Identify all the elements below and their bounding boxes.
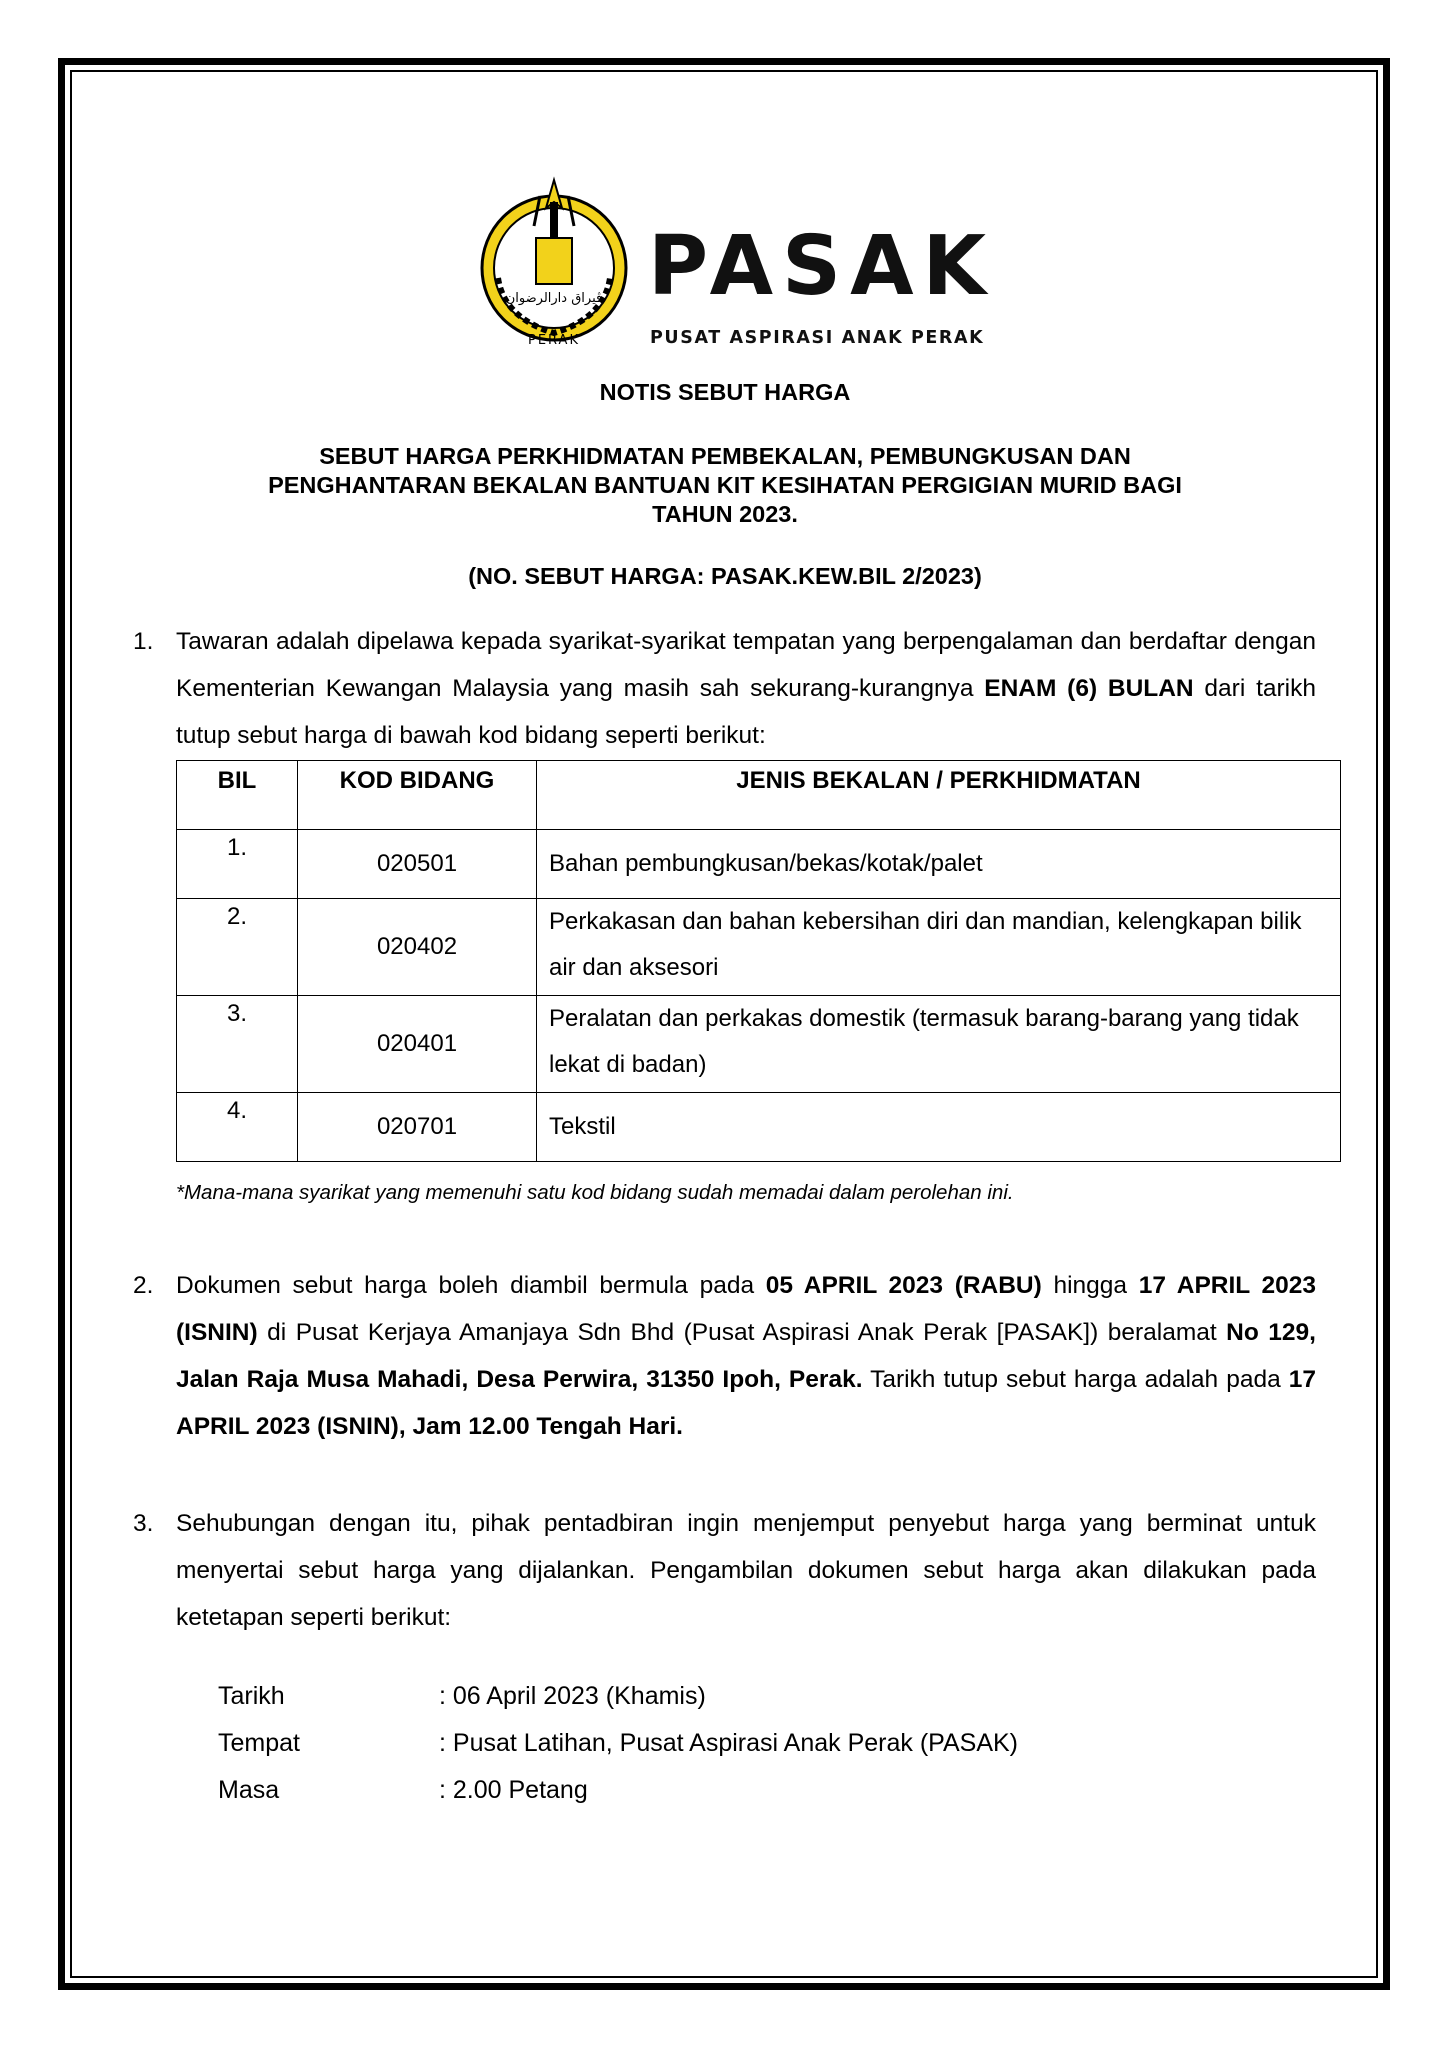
para2-number: 2. (133, 1272, 154, 1299)
header-kod-bidang: KOD BIDANG (298, 761, 537, 830)
crest-caption: PERAK (528, 333, 580, 348)
cell-bil: 2. (177, 899, 298, 996)
cell-desc: Peralatan dan perkakas domestik (termasuk barang-barang yang tidak lekat di badan) (537, 996, 1341, 1093)
cell-desc: Tekstil (537, 1093, 1341, 1162)
para3-number: 3. (133, 1510, 154, 1537)
para3: Sehubungan dengan itu, pihak pentadbiran ingin menjemput penyebut harga yang berminat untuk menyertai sebut harga yang dijalankan. Pengambilan dokumen sebut harga akan dilakukan pada ketetapan seperti berikut: (176, 1510, 1316, 1631)
notice-title (140, 442, 1310, 529)
schedule-value: : Pusat Latihan, Pusat Aspirasi Anak Perak (PASAK) (439, 1729, 1019, 1757)
para2-t4: Tarikh tutup sebut harga adalah pada (862, 1366, 1289, 1393)
cell-bil: 1. (177, 830, 298, 899)
para2-t1: Dokumen sebut harga boleh diambil bermula pada (176, 1272, 766, 1299)
schedule-label: Tarikh (218, 1682, 285, 1710)
title-line-1: SEBUT HARGA PERKHIDMATAN PEMBEKALAN, PEMBUNGKUSAN DAN (319, 443, 1131, 469)
perak-crest-logo (474, 168, 634, 348)
header-bil: BIL (177, 761, 298, 830)
table-row (177, 996, 1341, 1093)
para2-t3: di Pusat Kerjaya Amanjaya Sdn Bhd (Pusat Aspirasi Anak Perak [PASAK]) beralamat (257, 1319, 1227, 1346)
title-line-3: TAHUN 2023. (652, 501, 798, 527)
table-row (177, 899, 1341, 996)
footnote: *Mana-mana syarikat yang memenuhi satu kod bidang sudah memadai dalam perolehan ini. (176, 1181, 1014, 1204)
pasak-tagline: PUSAT ASPIRASI ANAK PERAK (650, 328, 985, 348)
table-row (177, 1093, 1341, 1162)
table-header-row (177, 761, 1341, 830)
para2-b4: 17 APRIL 2023 (ISNIN), Jam 12.00 Tengah Hari. (176, 1366, 1316, 1440)
reference-number: (NO. SEBUT HARGA: PASAK.KEW.BIL 2/2023) (468, 563, 982, 589)
para1 (176, 618, 1316, 759)
cell-bil: 3. (177, 996, 298, 1093)
cell-desc: Bahan pembungkusan/bekas/kotak/palet (537, 830, 1341, 899)
cell-kod: 020402 (298, 899, 537, 996)
pasak-brand-word: PASAK (648, 219, 996, 314)
table-row (177, 830, 1341, 899)
crest-arabic-text: ڤيراق دارالرضوان (505, 291, 603, 306)
notice-heading: NOTIS SEBUT HARGA (599, 379, 851, 405)
title-line-2: PENGHANTARAN BEKALAN BANTUAN KIT KESIHATAN PERGIGIAN MURID BAGI (268, 472, 1182, 498)
para1-text-b: dari tarikh tutup sebut harga di bawah kod bidang seperti berikut: (176, 675, 1316, 749)
cell-desc: Perkakasan dan bahan kebersihan diri dan mandian, kelengkapan bilik air dan aksesori (537, 899, 1341, 996)
para1-text-a: Tawaran adalah dipelawa kepada syarikat-syarikat tempatan yang berpengalaman dan berdaftar dengan Kementerian Kewangan Malaysia yang masih sah sekurang-kurangnya (176, 628, 1316, 702)
para2-b1: 05 APRIL 2023 (RABU) (765, 1272, 1042, 1299)
schedule-label: Tempat (218, 1729, 300, 1757)
header-jenis: JENIS BEKALAN / PERKHIDMATAN (537, 761, 1341, 830)
cell-kod: 020401 (298, 996, 537, 1093)
schedule-value: : 2.00 Petang (439, 1776, 588, 1804)
para1-bold: ENAM (6) BULAN (984, 675, 1194, 702)
para2-t2: hingga (1041, 1272, 1139, 1299)
para2 (176, 1262, 1316, 1450)
cell-bil: 4. (177, 1093, 298, 1162)
schedule-value: : 06 April 2023 (Khamis) (439, 1682, 706, 1710)
kod-bidang-table (176, 760, 1341, 1162)
schedule-label: Masa (218, 1776, 280, 1804)
para1-number: 1. (133, 628, 154, 655)
cell-kod: 020501 (298, 830, 537, 899)
para2-b3: No 129, Jalan Raja Musa Mahadi, Desa Perwira, 31350 Ipoh, Perak. (176, 1319, 1316, 1393)
cell-kod: 020701 (298, 1093, 537, 1162)
para2-b2: 17 APRIL 2023 (ISNIN) (176, 1272, 1316, 1346)
